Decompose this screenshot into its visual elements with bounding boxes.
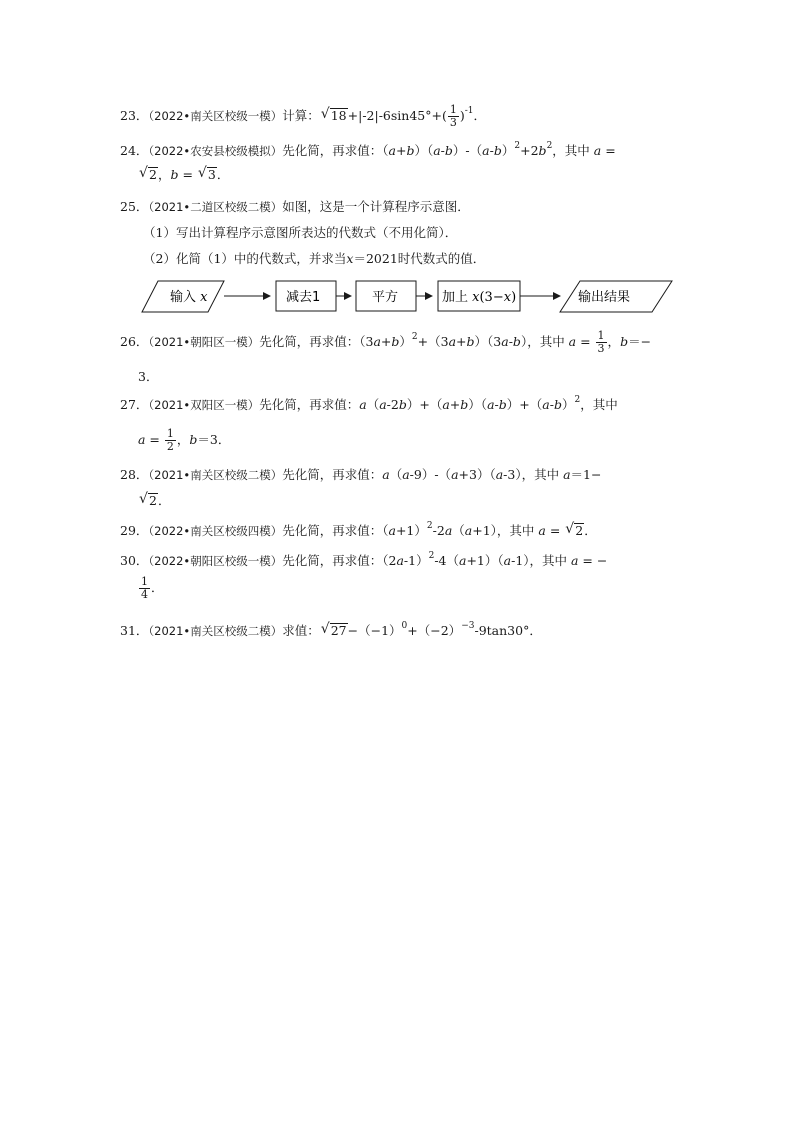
flowchart-step1-label: 减去1 [286,290,321,305]
problem-number: 31． [120,623,149,638]
problem-source: （2021•双阳区一模） [148,398,260,412]
problem-number: 27． [120,397,149,412]
problem-instruction: 先化简，再求值： [282,523,383,538]
problem-25-part-2: （2）化简（1）中的代数式，并求当x＝2021时代数式的值． [143,251,486,266]
problem-28-continuation: √ 2． [139,491,171,508]
problem-instruction: 如图，这是一个计算程序示意图． [282,199,470,214]
problem-instruction: 先化简，再求值： [259,397,360,412]
problem-30: 30．（2022•朝阳区校级一模）先化简，再求值：$(2a-1)^2-4(a+1)(a-1)$，其中 a = − [120,551,608,568]
part-2-text: （2）化简（1）中的代数式，并求当 [143,251,347,266]
problem-instruction: 求值： [282,623,320,638]
fraction-one-third: $\frac{1}{3}$ [449,103,457,129]
problem-instruction: 先化简，再求值： [259,334,360,349]
problem-27: 27．（2021•双阳区一模）先化简，再求值：$a(a-2b)+(a+b)(a-b)+(a-b)^2$，其中 [120,395,618,412]
problem-number: 29． [120,523,149,538]
problem-number: 28． [120,467,149,482]
flowchart-step2-label: 平方 [372,290,399,305]
problem-instruction: 先化简，再求值： [282,143,383,158]
problem-28: 28．（2021•南关区校级二模）先化简，再求值：a（a-9）-（a+3）（a-3），其中 a＝1− [120,467,602,482]
problem-source: （2022•南关区校级一模） [148,109,283,123]
problem-source: （2022•朝阳区校级一模） [148,554,283,568]
flowchart-output-label: 输出结果 [578,290,631,305]
problem-number: 24． [120,143,149,158]
problem-25 [120,198,470,216]
problem-number: 23． [120,108,149,123]
problem-number: 26． [120,334,149,349]
problem-24: 24．（2022•农安县校级模拟）先化简，再求值：$(a+b)(a-b)-(a-b)^2+2b^2$，其中 a = [120,141,616,158]
problem-instruction: 计算： [282,108,320,123]
problem-instruction: 先化简，再求值： [282,553,383,568]
problem-source: （2022•农安县校级模拟） [148,144,283,158]
problem-26-continuation: 3． [138,369,159,384]
sqrt-18: √ 18 [320,106,347,123]
problem-number: 30． [120,553,149,568]
problem-instruction: 先化简，再求值： [282,467,383,482]
problem-source: （2021•南关区校级二模） [148,624,283,638]
problem-number: 25． [120,199,149,214]
problem-source: （2021•朝阳区一模） [148,335,260,349]
problem-source: （2021•南关区校级二模） [148,468,283,482]
problem-26: 26．（2021•朝阳区一模）先化简，再求值：$(3a+b)^2+(3a+b)(3a-b)$，其中 a = $\frac{1}{3}$ ，b＝− [120,329,652,355]
problem-25-part-1: （1）写出计算程序示意图所表达的代数式（不用化简）． [143,225,458,240]
problem-source: （2021•二道区校级二模） [148,200,283,214]
flowchart-input-label: 输入 x [170,290,208,305]
problem-source: （2022•南关区校级四模） [148,524,283,538]
problem-29: 29．（2022•南关区校级四模）先化简，再求值：$(a+1)^2-2a(a+1)$，其中 a = √ 2． [120,521,597,538]
problem-27-values: a = $\frac{1}{2}$ ，b＝3． [138,427,231,453]
problem-23: 23．（2022•南关区校级一模）计算： √ 18+|-2|-6sin45°+( $\frac{1}{3}$ )$^{-1}$． [120,103,487,129]
problem-30-continuation: $\frac{1}{4}$ ． [141,575,164,601]
problem-31: 31．（2021•南关区校级二模）求值： √ $27-(-1)^0+(-2)^{-3}-9\tan 30^\circ$． [120,621,542,638]
problem-24-values: √ 2，b = √ 3． [139,165,230,182]
flowchart-step3-label: 加上 x(3−x) [442,290,517,305]
flowchart [140,278,680,316]
